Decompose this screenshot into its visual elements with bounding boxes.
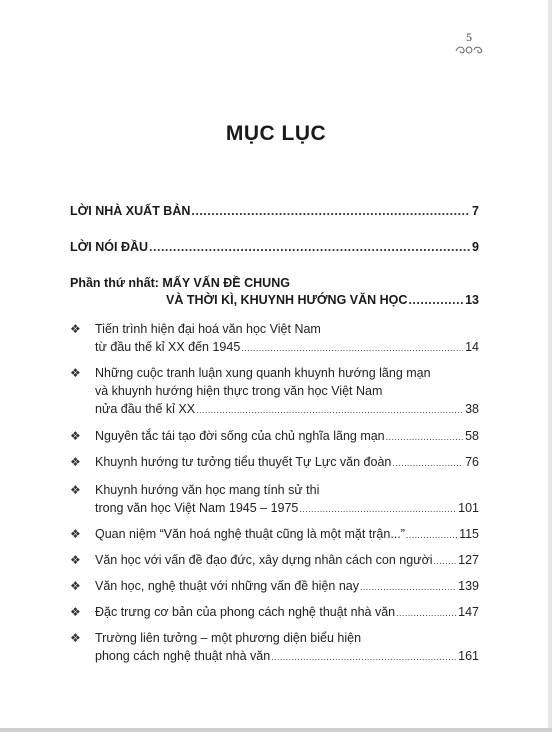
toc-item-last-line <box>95 427 479 446</box>
toc-entry-label: LỜI NHÀ XUẤT BẢN <box>70 204 191 218</box>
page-number: 5 <box>466 30 472 44</box>
toc-page-number: 7 <box>472 204 479 218</box>
dot-leader <box>408 293 463 307</box>
toc-item-label: từ đầu thế kỉ XX đến 1945 <box>95 340 241 354</box>
toc-page-number: 101 <box>458 501 479 515</box>
dot-leader <box>196 401 463 419</box>
toc-page-number: 147 <box>458 605 479 619</box>
toc-item[interactable] <box>70 603 479 622</box>
toc-page-number: 139 <box>458 579 479 593</box>
toc-item-label: nửa đầu thế kỉ XX <box>95 402 196 416</box>
part-title-line1: MẤY VẤN ĐỀ CHUNG <box>162 276 290 290</box>
toc-item-last-line <box>95 647 479 666</box>
toc-item[interactable] <box>70 481 479 518</box>
toc-item[interactable] <box>70 453 479 472</box>
toc-item[interactable] <box>70 525 479 544</box>
toc-item-line: và khuynh hướng hiện thực trong văn học Việt Nam <box>95 384 383 398</box>
diamond-bullet-icon: ❖ <box>70 579 81 593</box>
toc-item-label: Văn học với vấn đề đạo đức, xây dựng nhân cách con người <box>95 553 433 567</box>
toc-page-number: 14 <box>465 340 479 354</box>
toc-item-body <box>95 364 479 419</box>
toc-item-body <box>95 320 479 357</box>
toc-item-body <box>95 453 479 472</box>
dot-leader <box>299 500 456 518</box>
diamond-bullet-icon: ❖ <box>70 455 81 469</box>
toc-item-label: Khuynh hướng tư tưởng tiểu thuyết Tự Lực văn đoàn <box>95 455 392 469</box>
toc-item-last-line <box>95 453 479 472</box>
toc-item-body <box>95 481 479 518</box>
dot-leader <box>392 454 463 472</box>
diamond-bullet-icon: ❖ <box>70 483 81 497</box>
diamond-bullet-icon: ❖ <box>70 527 81 541</box>
toc-item-last-line <box>95 577 479 596</box>
dot-leader <box>396 604 456 622</box>
toc-page-number: 9 <box>472 240 479 254</box>
toc-entry-label: LỜI NÓI ĐẦU <box>70 240 149 254</box>
toc-item-body <box>95 525 479 544</box>
toc-item-last-line <box>95 338 479 357</box>
toc-item-label: Quan niệm “Văn hoá nghệ thuật cũng là một mặt trận...” <box>95 527 405 541</box>
toc-item-last-line <box>95 525 479 544</box>
toc-item-line: Trường liên tưởng – một phương diện biểu hiện <box>95 631 362 645</box>
page-edge <box>548 0 552 732</box>
toc-item[interactable] <box>70 427 479 446</box>
toc-page-number: 13 <box>465 293 479 307</box>
toc-item[interactable] <box>70 629 479 666</box>
dot-leader <box>386 428 463 446</box>
page-bottom-edge <box>0 728 552 732</box>
toc-item-last-line <box>95 551 479 570</box>
toc-item[interactable] <box>70 364 479 419</box>
dot-leader <box>191 204 470 218</box>
toc-entry-publisher-note[interactable] <box>70 204 479 218</box>
toc-item-last-line <box>95 499 479 518</box>
toc-item-body <box>95 427 479 446</box>
dot-leader <box>149 240 470 254</box>
toc-item-label: trong văn học Việt Nam 1945 – 1975 <box>95 501 299 515</box>
toc-page-number: 127 <box>458 553 479 567</box>
diamond-bullet-icon: ❖ <box>70 605 81 619</box>
dot-leader <box>271 648 456 666</box>
toc-item-line: Tiến trình hiện đại hoá văn học Việt Nam <box>95 322 321 336</box>
toc-part-one[interactable] <box>70 276 479 307</box>
toc-item-label: Nguyên tắc tái tạo đời sống của chủ nghĩa lãng mạn <box>95 429 385 443</box>
toc-page-number: 115 <box>459 527 479 541</box>
part-heading-line2 <box>166 293 479 307</box>
part-prefix: Phần thứ nhất: <box>70 276 163 290</box>
toc-page-number: 76 <box>465 455 479 469</box>
toc-item-label: Đặc trưng cơ bản của phong cách nghệ thuật nhà văn <box>95 605 396 619</box>
toc-item-label: Văn học, nghệ thuật với những vấn đề hiện nay <box>95 579 359 593</box>
toc-item-body <box>95 577 479 596</box>
toc-item-last-line <box>95 400 479 419</box>
diamond-bullet-icon: ❖ <box>70 322 81 336</box>
dot-leader <box>434 552 457 570</box>
diamond-bullet-icon: ❖ <box>70 366 81 380</box>
toc-page-number: 38 <box>465 402 479 416</box>
diamond-bullet-icon: ❖ <box>70 631 81 645</box>
dot-leader <box>241 339 463 357</box>
page-title: MỤC LỤC <box>225 122 327 145</box>
dot-leader <box>360 578 456 596</box>
toc-item[interactable] <box>70 577 479 596</box>
dot-leader <box>406 526 457 544</box>
toc-item-line: Khuynh hướng văn học mang tính sử thi <box>95 483 320 497</box>
diamond-bullet-icon: ❖ <box>70 429 81 443</box>
ornament-icon <box>454 44 484 56</box>
toc-page-number: 58 <box>465 429 479 443</box>
toc-item-body <box>95 603 479 622</box>
toc-item-body <box>95 629 479 666</box>
toc-page-number: 161 <box>458 649 479 663</box>
toc-item-body <box>95 551 479 570</box>
toc-entry-foreword[interactable] <box>70 240 479 254</box>
toc-item-label: phong cách nghệ thuật nhà văn <box>95 649 271 663</box>
diamond-bullet-icon: ❖ <box>70 553 81 567</box>
toc-item[interactable] <box>70 551 479 570</box>
part-heading-line1 <box>70 276 479 290</box>
toc-item[interactable] <box>70 320 479 357</box>
part-title-line2: VÀ THỜI KÌ, KHUYNH HƯỚNG VĂN HỌC <box>166 293 408 307</box>
toc-item-last-line <box>95 603 479 622</box>
toc-item-line: Những cuộc tranh luận xung quanh khuynh hướng lãng mạn <box>95 366 431 380</box>
